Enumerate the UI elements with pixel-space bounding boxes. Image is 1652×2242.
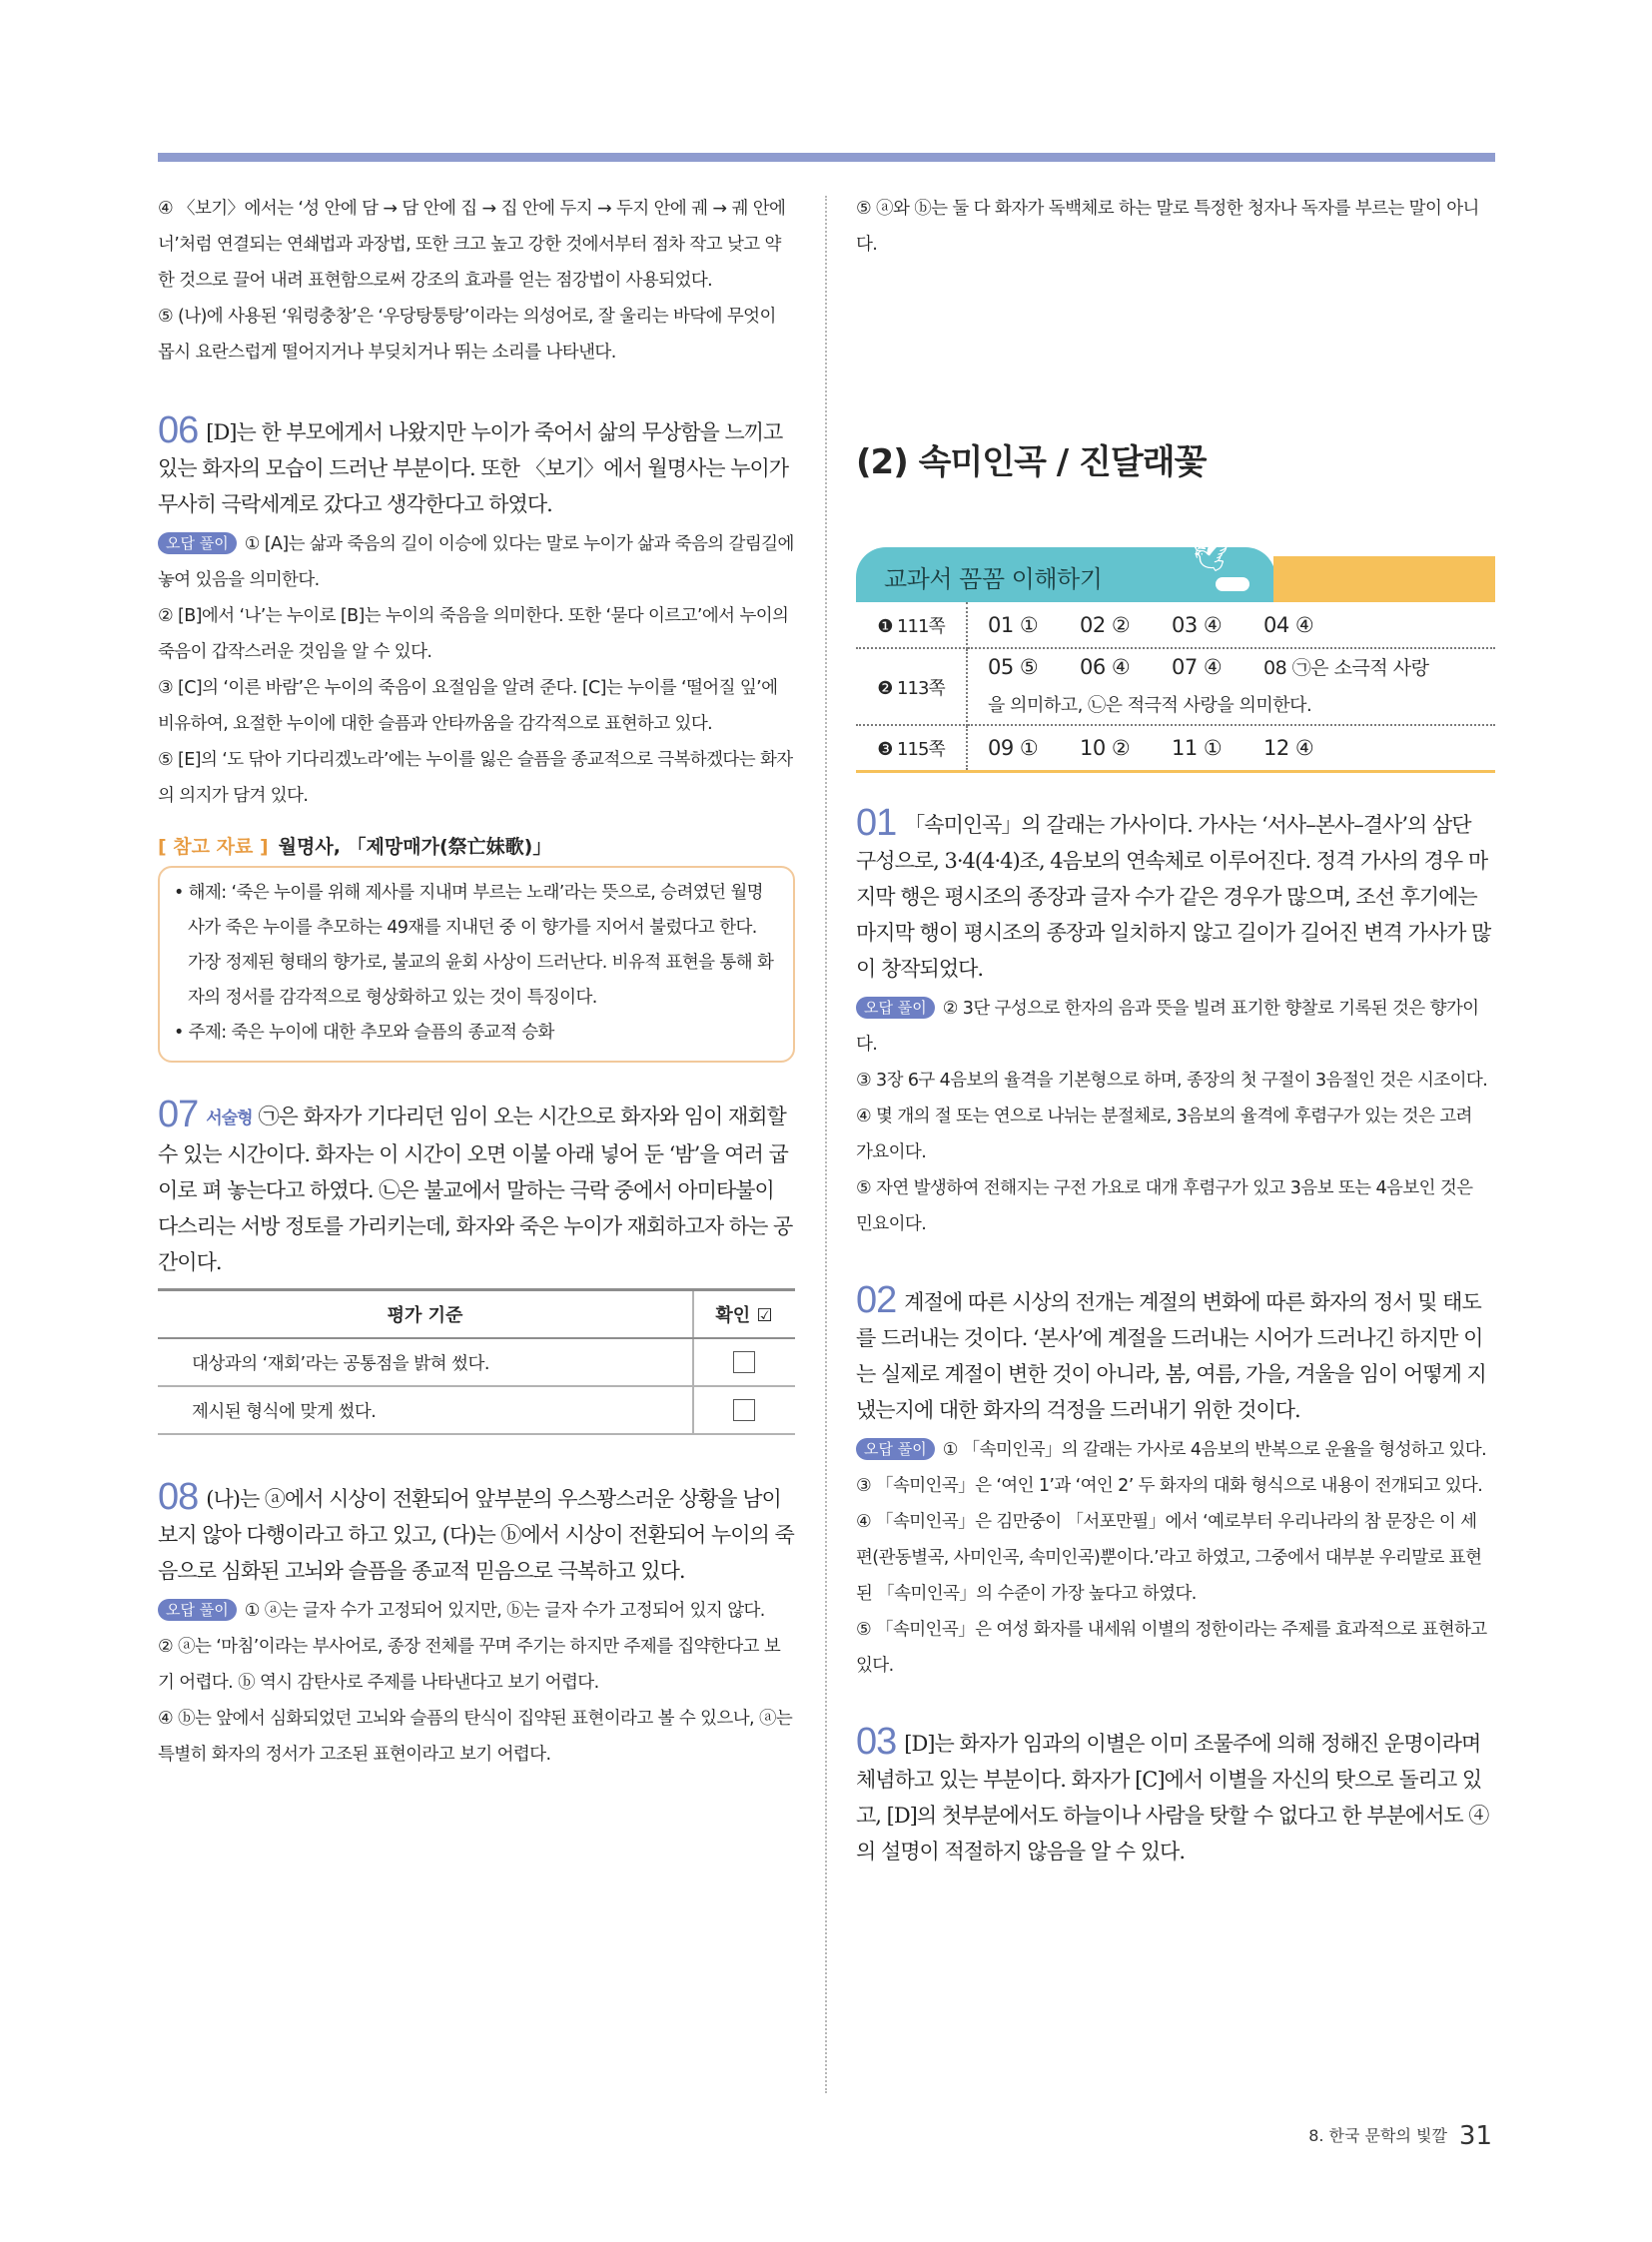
explanation-3: ③ [C]의 ‘이른 바람’은 누이의 죽음이 요절임을 알려 준다. [C]는 누이를 ‘떨어질 잎’에 비유하여, 요절한 누이에 대한 슬픔과 안타까움을 감각적으로 표현하고 있다. [158, 678, 778, 734]
question-number: 08 [158, 1476, 199, 1518]
question-03 [856, 1720, 1493, 1869]
reference-summary: • 해제: ‘죽은 누이를 위해 제사를 지내며 부르는 노래’라는 뜻으로, 승려였던 월명사가 죽은 누이를 추모하는 49재를 지내던 중 이 향가를 지어서 불렀다고 한다. 가장 정제된 형태의 향가로, 불교의 윤회 사상이 드러난다. 비유적 표현을 통해 화자의 정서를 감각적으로 형상화하고 있는 것이 특징이다. [174, 883, 774, 1008]
answer-text: ㉠은 화자가 기다리던 임이 오는 시간으로 화자와 임이 재회할 수 있는 시간이다. 화자는 이 시간이 오면 이불 아래 넣어 둔 ‘밤’을 여러 굽이로 펴 놓는다고 하였다. ㉡은 불교에서 말하는 극락 중에서 아미타불이 다스리는 서방 정토를 가리키는데, 화자와 죽은 누이가 재회하고자 하는 공간이다. [158, 1105, 793, 1274]
answer-row [856, 725, 1495, 771]
evaluation-table [158, 1288, 795, 1435]
question-01 [856, 801, 1493, 1242]
explanation-2: ② ⓐ는 ‘마침’이라는 부사어로, 종장 전체를 꾸며 주기는 하지만 주제를 집약한다고 보기 어렵다. ⓑ 역시 감탄사로 주제를 나타낸다고 보기 어렵다. [158, 1637, 781, 1693]
essay-tag: 서술형 [206, 1109, 253, 1128]
question-02 [856, 1278, 1493, 1684]
reference-title: 월명사, 「제망매가(祭亡妹歌)」 [278, 836, 552, 858]
bird-icon: 🕊 [1192, 539, 1231, 574]
answer-item: 11 ① [1172, 735, 1223, 760]
question-07 [158, 1094, 795, 1435]
answer-key-table [856, 602, 1495, 773]
answer-text: 「속미인곡」의 갈래는 가사이다. 가사는 ‘서사–본사–결사’의 삼단 구성으로, 3·4(4·4)조, 4음보의 연속체로 이루어진다. 정격 가사의 경우 마지막 행은 평시조의 종장과 글자 수가 같은 경우가 많으며, 조선 후기에는 마지막 행이 평시조의 종장과 일치하지 않고 길이가 길어진 변격 가사가 많이 창작되었다. [856, 812, 1491, 981]
checkbox[interactable] [733, 1351, 755, 1373]
reference-material [158, 832, 795, 1063]
answer-text: (나)는 ⓐ에서 시상이 전환되어 앞부분의 우스꽝스러운 상황을 남이 보지 않아 다행이라고 하고 있고, (다)는 ⓑ에서 시상이 전환되어 누이의 죽음으로 심화된 고뇌와 슬픔을 종교적 믿음으로 극복하고 있다. [158, 1487, 794, 1583]
answer-item: 09 ① [988, 735, 1039, 760]
wrong-answer-badge: 오답 풀이 [158, 532, 237, 554]
explanation-1: ① 「속미인곡」의 갈래는 가사로 4음보의 반복으로 운율을 형성하고 있다. [942, 1439, 1487, 1460]
answer-row [856, 602, 1495, 648]
answer-text: [D]는 한 부모에게서 나왔지만 누이가 죽어서 삶의 무상함을 느끼고 있는 화자의 모습이 드러난 부분이다. 또한 〈보기〉에서 월명사는 누이가 무사히 극락세계로 갔다고 생각한다고 하였다. [158, 420, 789, 516]
textbook-banner [856, 539, 1493, 602]
explanation-3: ③ 3장 6구 4음보의 율격을 기본형으로 하며, 종장의 첫 구절이 3음절인 것은 시조이다. [856, 1070, 1488, 1091]
page-footer [1308, 2121, 1492, 2151]
table-row [158, 1338, 795, 1386]
explanation-5: ⑤ 「속미인곡」은 여성 화자를 내세워 이별의 정한이라는 주제를 효과적으로 표현하고 있다. [856, 1619, 1487, 1676]
answer-text: [D]는 화자가 임과의 이별은 이미 조물주에 의해 정해진 운명이라며 체념하고 있는 부분이다. 화자가 [C]에서 이별을 자신의 탓으로 돌리고 있고, [D]의 첫부분에서도 하늘이나 사람을 탓할 수 없다고 한 부분에서도 ④의 설명이 적절하지 않음을 알 수 있다. [856, 1731, 1489, 1864]
cloud-icon [1216, 577, 1249, 591]
explanation-2: ② 3단 구성으로 한자의 음과 뜻을 빌려 표기한 향찰로 기록된 것은 향가이다. [856, 998, 1479, 1055]
answer-continuation: 을 의미하고, ㉡은 적극적 사랑을 의미한다. [988, 695, 1312, 716]
right-column [856, 191, 1493, 1869]
reference-box [158, 866, 795, 1063]
explanation-5: ⑤ 자연 발생하여 전해지는 구전 가요로 대개 후렴구가 있고 3음보 또는 4음보인 것은 민요이다. [856, 1177, 1473, 1234]
question-08 [158, 1476, 795, 1773]
wrong-answer-badge: 오답 풀이 [158, 1599, 237, 1621]
answer-item: 01 ① [988, 612, 1039, 637]
check-header: 확인 ☑ [693, 1290, 795, 1339]
page-label: ❶ 111쪽 [856, 602, 967, 648]
top-rule [158, 153, 1495, 162]
option-5-text: ⑤ ⓐ와 ⓑ는 둘 다 화자가 독백체로 하는 말로 특정한 청자나 독자를 부르는 말이 아니다. [856, 199, 1479, 255]
answer-item: 12 ④ [1263, 735, 1314, 760]
answer-item: 10 ② [1080, 735, 1131, 760]
wrong-answer-badge: 오답 풀이 [856, 997, 935, 1019]
criteria-cell: 대상과의 ‘재회’라는 공통점을 밝혀 썼다. [158, 1338, 693, 1386]
explanation-2: ② [B]에서 ‘나’는 누이로 [B]는 누이의 죽음을 의미한다. 또한 ‘묻다 이르고’에서 누이의 죽음이 갑작스러운 것임을 알 수 있다. [158, 606, 789, 662]
explanation-1: ① [A]는 삶과 죽음의 길이 이승에 있다는 말로 누이가 삶과 죽음의 갈림길에 놓여 있음을 의미한다. [158, 534, 794, 590]
answer-row [856, 648, 1495, 725]
table-row [158, 1386, 795, 1434]
page-number: 31 [1458, 2121, 1492, 2151]
question-06 [158, 409, 795, 814]
criteria-header: 평가 기준 [158, 1290, 693, 1339]
option-4-text: ④ 〈보기〉에서는 ‘성 안에 담 → 담 안에 집 → 집 안에 두지 → 두지 안에 궤 → 궤 안에 너’처럼 연결되는 연쇄법과 과장법, 또한 크고 높고 강한 것에서부터 점차 작고 낮고 약한 것으로 끌어 내려 표현함으로써 강조의 효과를 얻는 점강법이 사용되었다. [158, 199, 786, 291]
question-number: 07 [158, 1094, 199, 1135]
answer-item: 03 ④ [1172, 612, 1223, 637]
banner-title: 교과서 꼼꼼 이해하기 [884, 565, 1103, 593]
explanation-4: ④ ⓑ는 앞에서 심화되었던 고뇌와 슬픔의 탄식이 집약된 표현이라고 볼 수 있으나, ⓐ는 특별히 화자의 정서가 고조된 표현이라고 보기 어렵다. [158, 1709, 793, 1765]
answer-item: 05 ⑤ [988, 655, 1039, 679]
explanation-1: ① ⓐ는 글자 수가 고정되어 있지만, ⓑ는 글자 수가 고정되어 있지 않다. [244, 1601, 765, 1621]
chapter-title: 8. 한국 문학의 빛깔 [1308, 2126, 1447, 2145]
question-number: 06 [158, 409, 199, 451]
answer-text: 계절에 따른 시상의 전개는 계절의 변화에 따른 화자의 정서 및 태도를 드러내는 것이다. ‘본사’에 계절을 드러내는 시어가 드러나긴 하지만 이는 실제로 계절이 변한 것이 아니라, 봄, 여름, 가을, 겨울을 임이 어떻게 지냈는지에 대한 화자의 걱정을 드러내기 위한 것이다. [856, 1289, 1486, 1422]
explanation-5: ⑤ [E]의 ‘도 닦아 기다리겠노라’에는 누이를 잃은 슬픔을 종교적으로 극복하겠다는 화자의 의지가 담겨 있다. [158, 750, 793, 806]
answer-item: 06 ④ [1080, 655, 1131, 679]
explanation-3: ③ 「속미인곡」은 ‘여인 1’과 ‘여인 2’ 두 화자의 대화 형식으로 내용이 전개되고 있다. [856, 1475, 1483, 1496]
section-title: (2) 속미인곡 / 진달래꽃 [856, 442, 1207, 482]
explanation-4: ④ 몇 개의 절 또는 연으로 나뉘는 분절체로, 3음보의 율격에 후렴구가 있는 것은 고려 가요이다. [856, 1106, 1472, 1162]
answer-item: 04 ④ [1263, 612, 1314, 637]
criteria-cell: 제시된 형식에 맞게 썼다. [158, 1386, 693, 1434]
reference-theme: • 주제: 죽은 누이에 대한 추모와 슬픔의 종교적 승화 [174, 1023, 554, 1043]
question-number: 03 [856, 1720, 897, 1763]
question-number: 02 [856, 1278, 897, 1321]
left-column [158, 191, 795, 1773]
explanation-4: ④ 「속미인곡」은 김만중이 「서포만필」에서 ‘예로부터 우리나라의 참 문장은 이 세 편(관동별곡, 사미인곡, 속미인곡)뿐이다.’라고 하였고, 그중에서 대부분 우리말로 표현된 「속미인곡」의 수준이 가장 높다고 하였다. [856, 1511, 1482, 1604]
checkbox[interactable] [733, 1399, 755, 1421]
page-label: ❸ 115쪽 [856, 725, 967, 771]
column-divider [825, 196, 827, 2093]
question-number: 01 [856, 801, 897, 844]
page-label: ❷ 113쪽 [856, 648, 967, 725]
reference-label: [ 참고 자료 ] [158, 836, 269, 858]
answer-item: 02 ② [1080, 612, 1131, 637]
answer-item: 07 ④ [1172, 655, 1223, 679]
option-5-text: ⑤ (나)에 사용된 ‘워렁충창’은 ‘우당탕퉁탕’이라는 의성어로, 잘 울리는 바닥에 무엇이 몹시 요란스럽게 떨어지거나 부딪치거나 뛰는 소리를 나타낸다. [158, 307, 776, 363]
answer-item: 08 ㉠은 소극적 사랑 [1263, 657, 1429, 679]
wrong-answer-badge: 오답 풀이 [856, 1438, 935, 1460]
